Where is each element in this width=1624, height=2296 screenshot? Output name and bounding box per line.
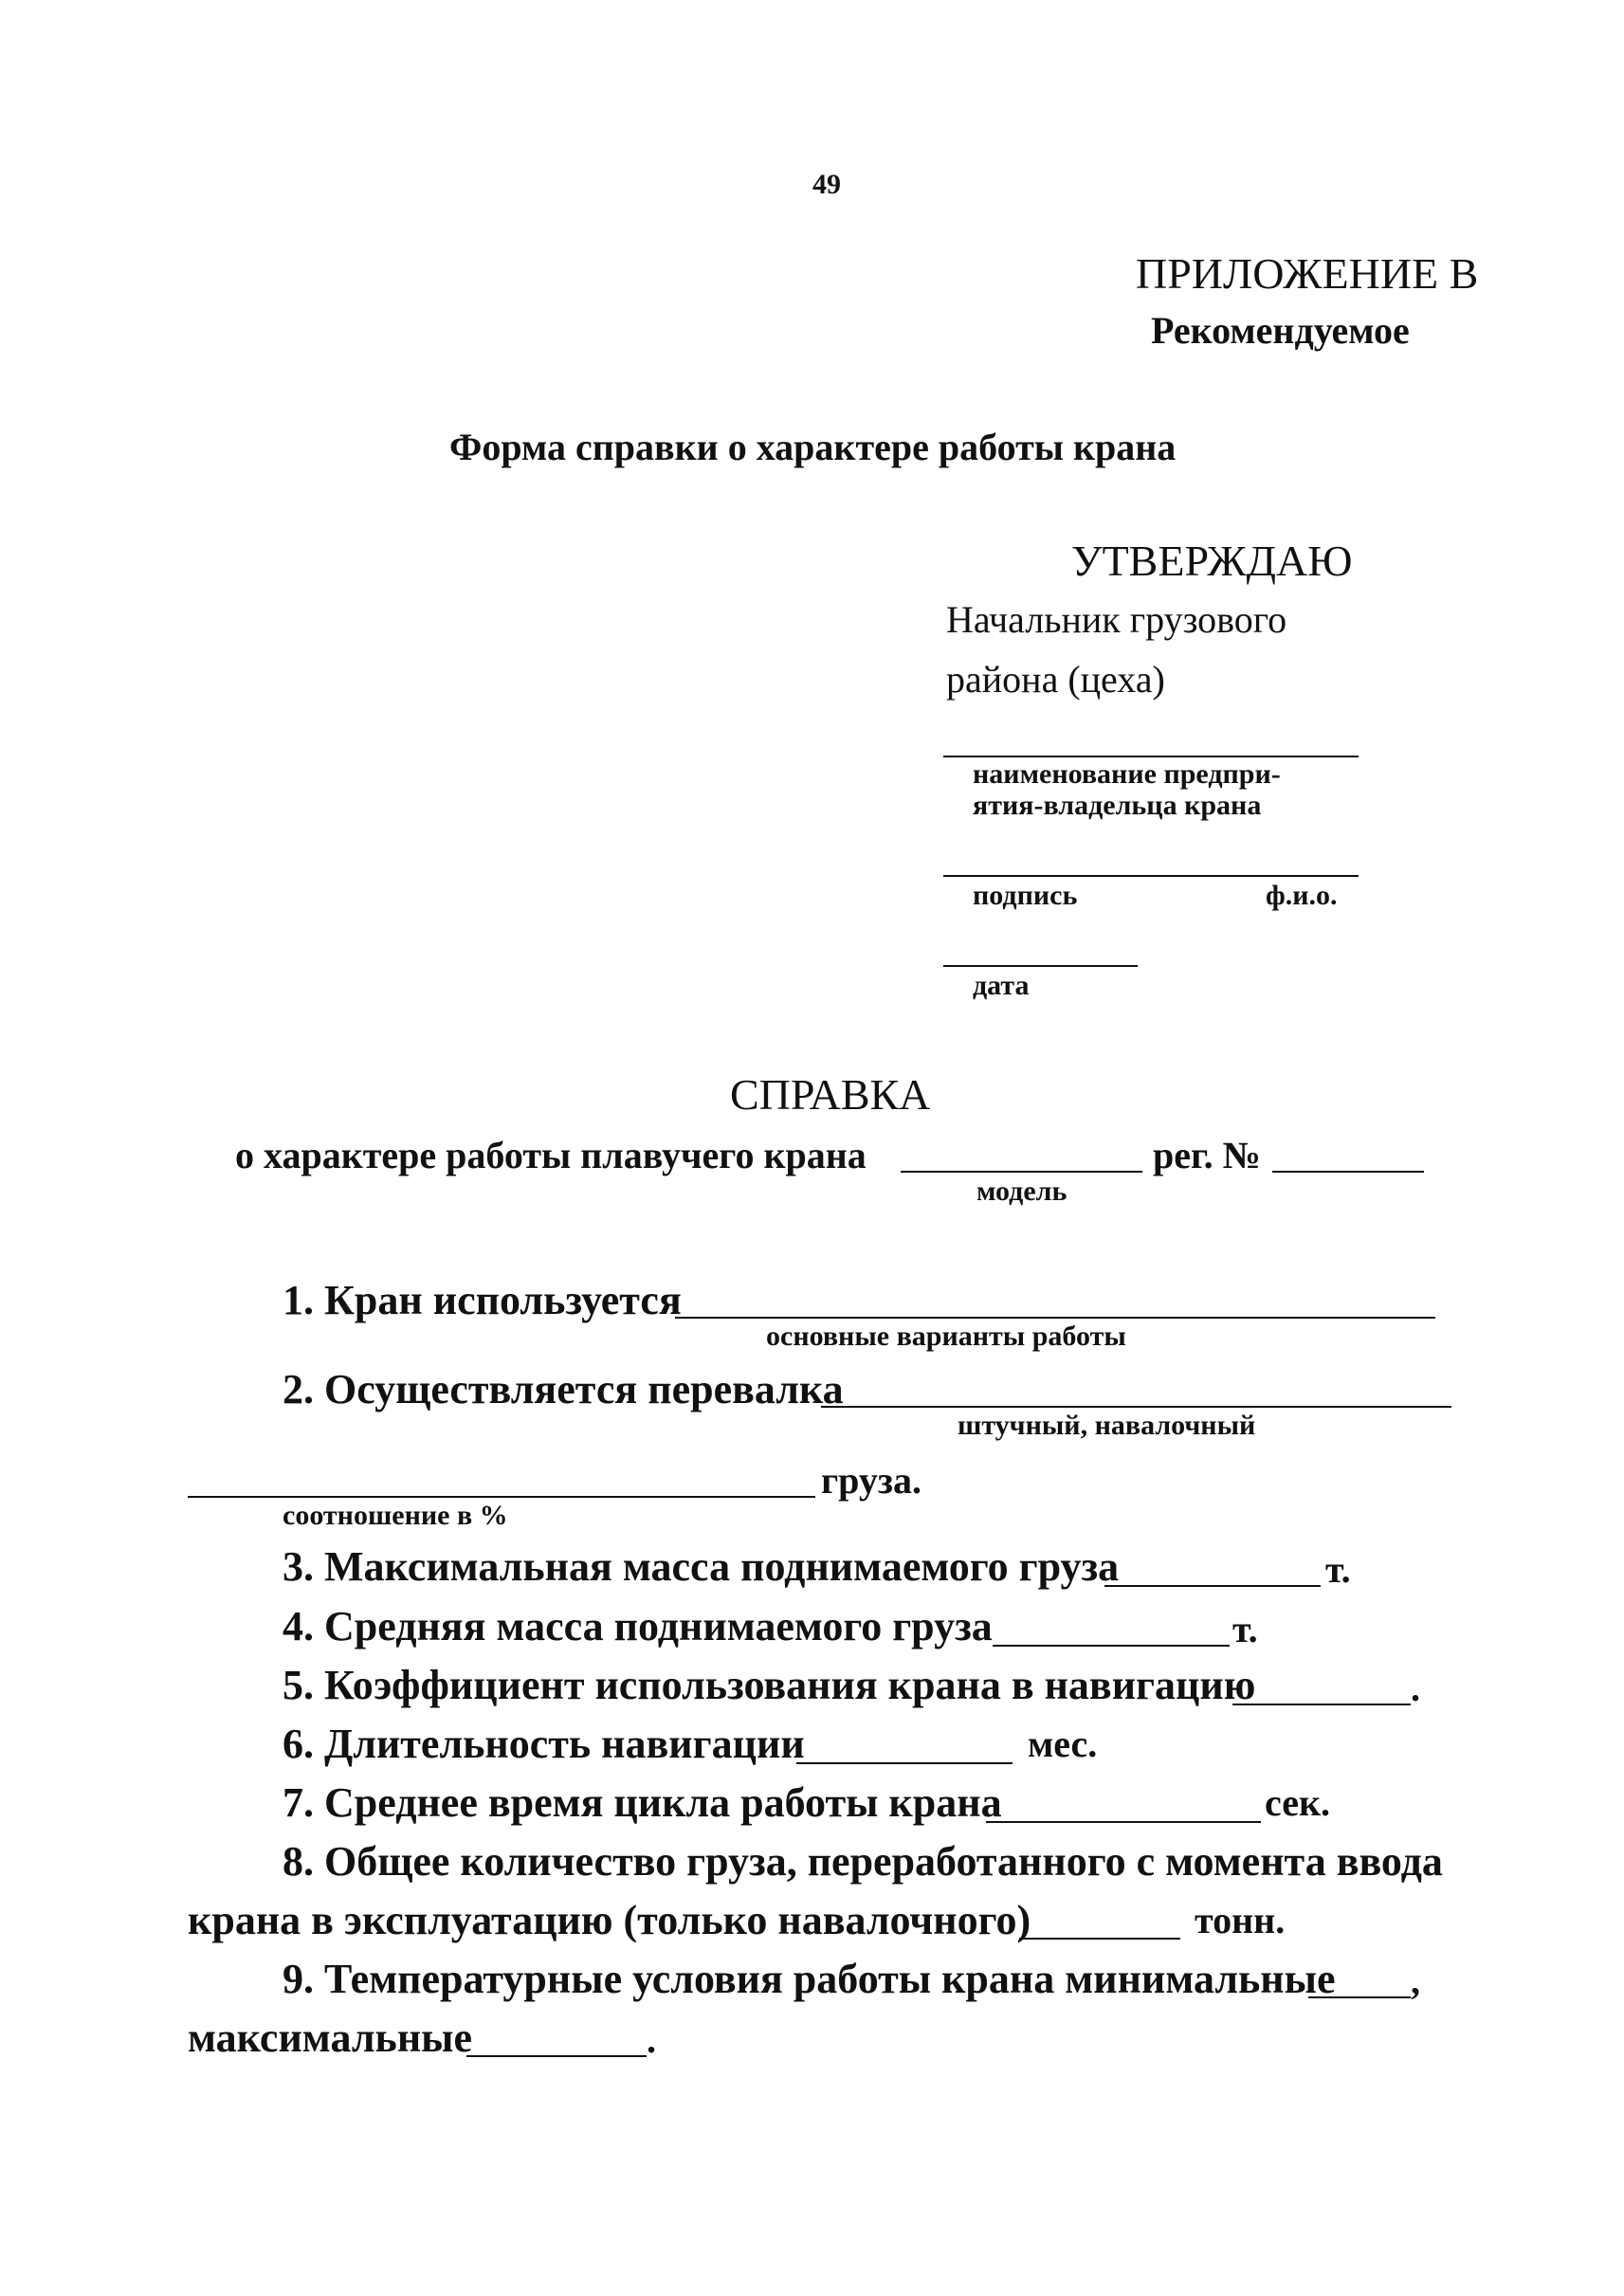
enterprise-caption-1: наименование предпри- bbox=[973, 758, 1281, 790]
item-5-line bbox=[1232, 1704, 1411, 1705]
item-4-line bbox=[993, 1645, 1230, 1647]
item-3-unit: т. bbox=[1325, 1548, 1351, 1591]
item-7-unit: сек. bbox=[1265, 1781, 1331, 1824]
approval-position-line2: района (цеха) bbox=[946, 658, 1165, 701]
item-2-caption: штучный, навалочный bbox=[958, 1410, 1256, 1441]
item-8-line bbox=[1019, 1938, 1180, 1940]
approval-heading: УТВЕРЖДАЮ bbox=[1071, 537, 1353, 585]
item-5-text: 5. Коэффициент использования крана в навигацию bbox=[283, 1662, 1256, 1708]
model-line bbox=[901, 1171, 1142, 1173]
item-1-text: 1. Кран используется bbox=[283, 1277, 682, 1323]
item-9-separator: , bbox=[1411, 1959, 1420, 2002]
appendix-title: ПРИЛОЖЕНИЕ В bbox=[1136, 249, 1479, 298]
item-8-line1: 8. Общее количество груза, переработанного с момента ввода bbox=[283, 1838, 1443, 1885]
item-6-line bbox=[796, 1762, 1013, 1764]
signature-line bbox=[943, 875, 1359, 877]
item-9-max-line bbox=[466, 2055, 647, 2057]
item-8-unit: тонн. bbox=[1195, 1899, 1286, 1941]
item-7-line bbox=[986, 1821, 1261, 1823]
reg-number-label: рег. № bbox=[1153, 1134, 1261, 1176]
enterprise-name-line bbox=[943, 756, 1359, 757]
name-caption: ф.и.о. bbox=[1266, 880, 1338, 911]
model-caption: модель bbox=[976, 1175, 1067, 1207]
item-1-caption: основные варианты работы bbox=[766, 1321, 1126, 1352]
item-9-line2: максимальные bbox=[188, 2014, 473, 2061]
item-4-text: 4. Средняя масса поднимаемого груза bbox=[283, 1603, 993, 1649]
item-7-text: 7. Среднее время цикла работы крана bbox=[283, 1779, 1002, 1826]
certificate-subtitle: о характере работы плавучего крана bbox=[235, 1134, 867, 1176]
item-3-line bbox=[1104, 1585, 1321, 1587]
item-9-end: . bbox=[647, 2018, 656, 2061]
certificate-title: СПРАВКА bbox=[730, 1070, 931, 1119]
item-5-unit: . bbox=[1411, 1667, 1420, 1709]
enterprise-caption-2: ятия-владельца крана bbox=[973, 790, 1262, 821]
date-caption: дата bbox=[973, 970, 1030, 1001]
item-2-line bbox=[821, 1406, 1451, 1408]
reg-number-line bbox=[1272, 1171, 1424, 1173]
item-6-unit: мес. bbox=[1028, 1722, 1098, 1765]
item-4-unit: т. bbox=[1232, 1608, 1258, 1650]
item-8-line2: крана в эксплуатацию (только навалочного) bbox=[188, 1897, 1031, 1943]
form-title: Форма справки о характере работы крана bbox=[449, 426, 1177, 468]
item-2-suffix: груза. bbox=[821, 1459, 921, 1502]
signature-caption: подпись bbox=[973, 880, 1078, 911]
date-line bbox=[943, 965, 1138, 967]
appendix-status: Рекомендуемое bbox=[1151, 309, 1410, 352]
item-6-text: 6. Длительность навигации bbox=[283, 1721, 805, 1767]
approval-position-line1: Начальник грузового bbox=[946, 598, 1287, 641]
item-9-min-line bbox=[1308, 1996, 1411, 1998]
item-2-text: 2. Осуществляется перевалка bbox=[283, 1366, 844, 1412]
item-9-line1: 9. Температурные условия работы крана минимальные bbox=[283, 1956, 1336, 2002]
item-3-text: 3. Максимальная масса поднимаемого груза bbox=[283, 1543, 1120, 1590]
item-2-ratio-caption: соотношение в % bbox=[283, 1500, 508, 1531]
page-number: 49 bbox=[812, 169, 841, 200]
item-1-line bbox=[675, 1317, 1435, 1319]
item-2-ratio-line bbox=[188, 1496, 815, 1498]
